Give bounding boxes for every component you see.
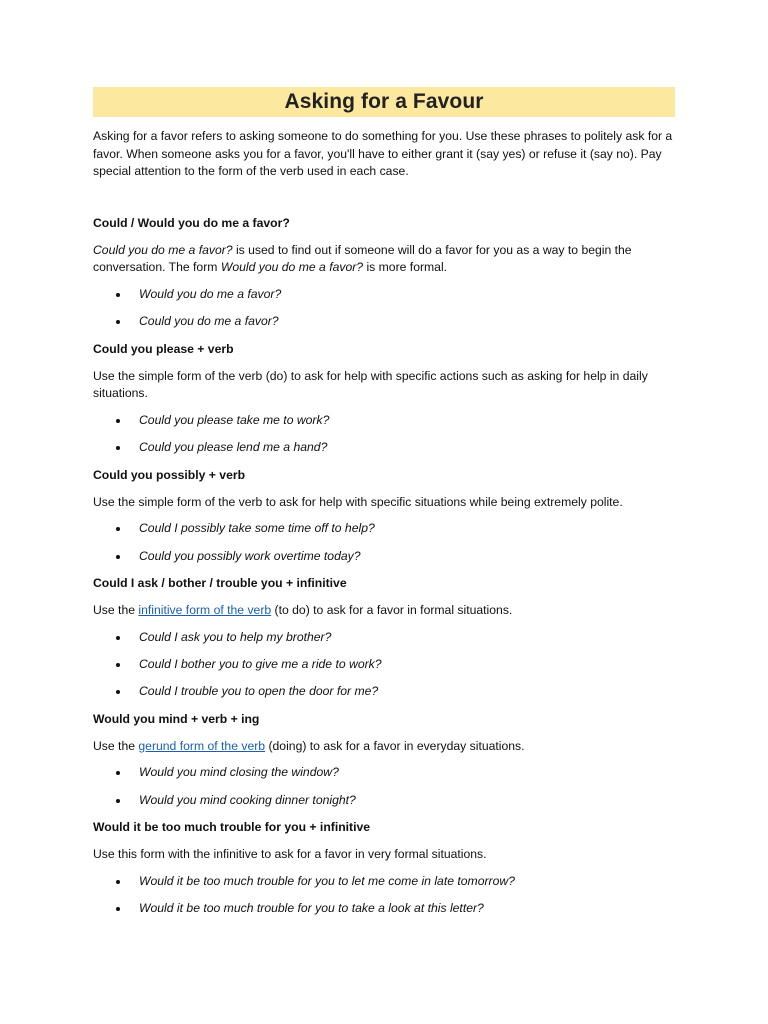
list-item — [93, 286, 678, 303]
bullet-icon — [116, 663, 120, 667]
bullet-icon — [116, 907, 120, 911]
example-list — [93, 764, 678, 808]
bullet-icon — [116, 320, 120, 324]
paragraph-text: (to do) to ask for a favor in formal situations. — [271, 603, 513, 618]
example-text: Would it be too much trouble for you to take a look at this letter? — [139, 901, 484, 916]
title-banner — [93, 87, 675, 117]
section-heading: Could you possibly + verb — [93, 467, 246, 482]
list-item — [93, 313, 678, 330]
section-paragraph — [93, 602, 678, 620]
example-text: Would it be too much trouble for you to let me come in late tomorrow? — [139, 873, 515, 888]
infinitive-form-link[interactable]: infinitive form of the verb — [138, 603, 272, 618]
section-heading: Would it be too much trouble for you + infinitive — [93, 820, 371, 835]
gerund-form-link[interactable]: gerund form of the verb — [138, 738, 266, 753]
bullet-icon — [116, 527, 120, 531]
example-text: Could you please take me to work? — [139, 412, 330, 427]
list-item — [93, 900, 678, 917]
paragraph-text: Use the — [93, 603, 139, 618]
bullet-icon — [116, 771, 120, 775]
section-paragraph: Use the simple form of the verb (do) to ask for help with specific actions such as asking for help in daily situations. — [93, 368, 648, 401]
bullet-icon — [116, 799, 120, 803]
bullet-icon — [116, 293, 120, 297]
bullet-icon — [116, 555, 120, 559]
example-text: Could you please lend me a hand? — [139, 440, 328, 455]
list-item — [93, 439, 678, 456]
example-text: Could you do me a favor? — [139, 314, 279, 329]
page-title: Asking for a Favour — [284, 90, 484, 113]
paragraph-text: Use the — [93, 738, 139, 753]
list-item — [93, 656, 678, 673]
bullet-icon — [116, 419, 120, 423]
example-list — [93, 286, 678, 330]
list-item — [93, 764, 678, 781]
list-item — [93, 873, 678, 890]
section-paragraph — [93, 738, 678, 756]
example-list — [93, 629, 678, 701]
example-phrase: Could you do me a favor? — [93, 242, 233, 257]
section-paragraph: Use this form with the infinitive to ask for a favor in very formal situations. — [93, 847, 487, 862]
paragraph-text: is used to find out if someone will do a favor for you as a way to begin the conversation. The form — [93, 242, 632, 275]
example-text: Could I bother you to give me a ride to work? — [139, 657, 382, 672]
example-text: Could you possibly work overtime today? — [139, 548, 361, 563]
document-body — [93, 128, 678, 928]
list-item — [93, 629, 678, 646]
list-item — [93, 548, 678, 565]
section-heading: Would you mind + verb + ing — [93, 711, 260, 726]
list-item — [93, 683, 678, 700]
section-paragraph: Use the simple form of the verb to ask for help with specific situations while being extremely polite. — [93, 494, 623, 509]
section-heading: Could / Would you do me a favor? — [93, 215, 290, 230]
bullet-icon — [116, 636, 120, 640]
example-text: Could I trouble you to open the door for me? — [139, 684, 379, 699]
paragraph-text: (doing) to ask for a favor in everyday situations. — [265, 738, 525, 753]
bullet-icon — [116, 446, 120, 450]
example-text: Would you do me a favor? — [139, 286, 282, 301]
bullet-icon — [116, 880, 120, 884]
example-text: Could I ask you to help my brother? — [139, 629, 332, 644]
paragraph-text: is more formal. — [363, 260, 448, 275]
example-list — [93, 873, 678, 917]
list-item — [93, 412, 678, 429]
intro-paragraph: Asking for a favor refers to asking someone to do something for you. Use these phrases to politely ask for a favor. When someone asks you for a favor, you'll have to either grant it (say yes) or refuse it (say no). Pay special attention to the form of the verb used in each case. — [93, 129, 673, 179]
example-list — [93, 412, 678, 456]
section-paragraph — [93, 242, 678, 277]
example-text: Could I possibly take some time off to help? — [139, 521, 375, 536]
list-item — [93, 792, 678, 809]
example-phrase: Would you do me a favor? — [220, 260, 364, 275]
example-text: Would you mind cooking dinner tonight? — [139, 792, 356, 807]
section-heading: Could you please + verb — [93, 341, 234, 356]
list-item — [93, 520, 678, 537]
example-text: Would you mind closing the window? — [139, 765, 339, 780]
section-heading: Could I ask / bother / trouble you + infinitive — [93, 576, 347, 591]
example-list — [93, 520, 678, 564]
bullet-icon — [116, 690, 120, 694]
